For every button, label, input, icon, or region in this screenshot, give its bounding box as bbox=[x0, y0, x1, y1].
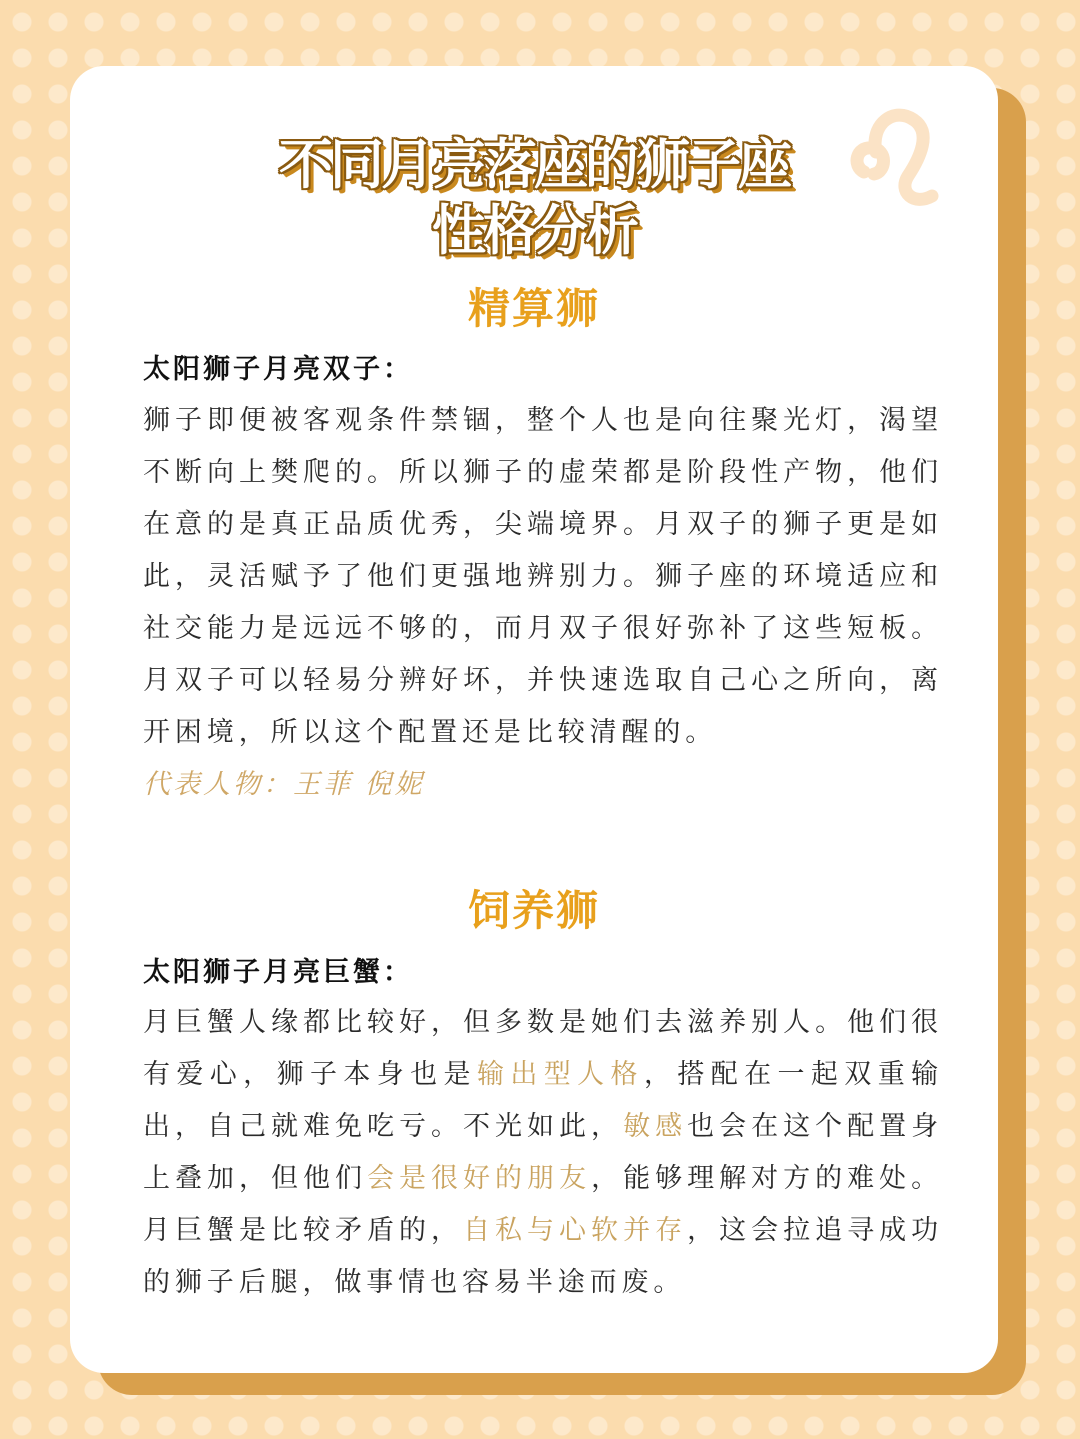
section-heading-1: 精算狮 bbox=[467, 284, 600, 333]
content-card bbox=[70, 66, 998, 1373]
page-title-line-1: 不同月亮落座的狮子座 bbox=[279, 133, 789, 196]
section-paragraph-1: 狮子即便被客观条件禁锢，整个人也是向往聚光灯，渴望不断向上樊爬的。所以狮子的虚荣都是阶段性产物，他们在意的是真正品质优秀，尖端境界。月双子的狮子更是如此，灵活赋予了他们更强地辨别力。狮子座的环境适应和社交能力是远远不够的，而月双子很好弥补了这些短板。月双子可以轻易分辨好坏，并快速选取自己心之所向，离开困境，所以这个配置还是比较清醒的。 bbox=[143, 405, 943, 748]
paragraph-text: 也会在这个配置身上叠加，但他们 bbox=[143, 1111, 944, 1194]
section-paragraph-2 bbox=[143, 997, 943, 1309]
highlight-text: 会是很好的朋友 bbox=[367, 1163, 592, 1194]
section-subtitle-1: 太阳狮子月亮双子： bbox=[143, 354, 413, 385]
highlight-text: 自私与心软并存 bbox=[463, 1215, 688, 1246]
paragraph-text: 月巨蟹人缘都比较好，但多数是她们去滋养别人。他们很有爱心，狮子本身也是 bbox=[143, 1007, 943, 1090]
representative-figures: 代表人物：王菲 倪妮 bbox=[143, 769, 425, 800]
paragraph-text: ，这会拉追寻成功的狮子后腿，做事情也容易半途而废。 bbox=[143, 1215, 944, 1298]
section-heading-2: 饲养狮 bbox=[467, 886, 600, 935]
paragraph-text: ，搭配在一起双重输出，自己就难免吃亏。不光如此， bbox=[143, 1059, 943, 1142]
section-subtitle-2: 太阳狮子月亮巨蟹： bbox=[143, 957, 413, 988]
paragraph-text: ，能够理解对方的难处。月巨蟹是比较矛盾的， bbox=[143, 1163, 943, 1246]
highlight-text: 输出型人格 bbox=[476, 1059, 644, 1090]
highlight-text: 敏感 bbox=[623, 1111, 688, 1142]
page-title-line-2: 性格分析 bbox=[432, 199, 636, 262]
